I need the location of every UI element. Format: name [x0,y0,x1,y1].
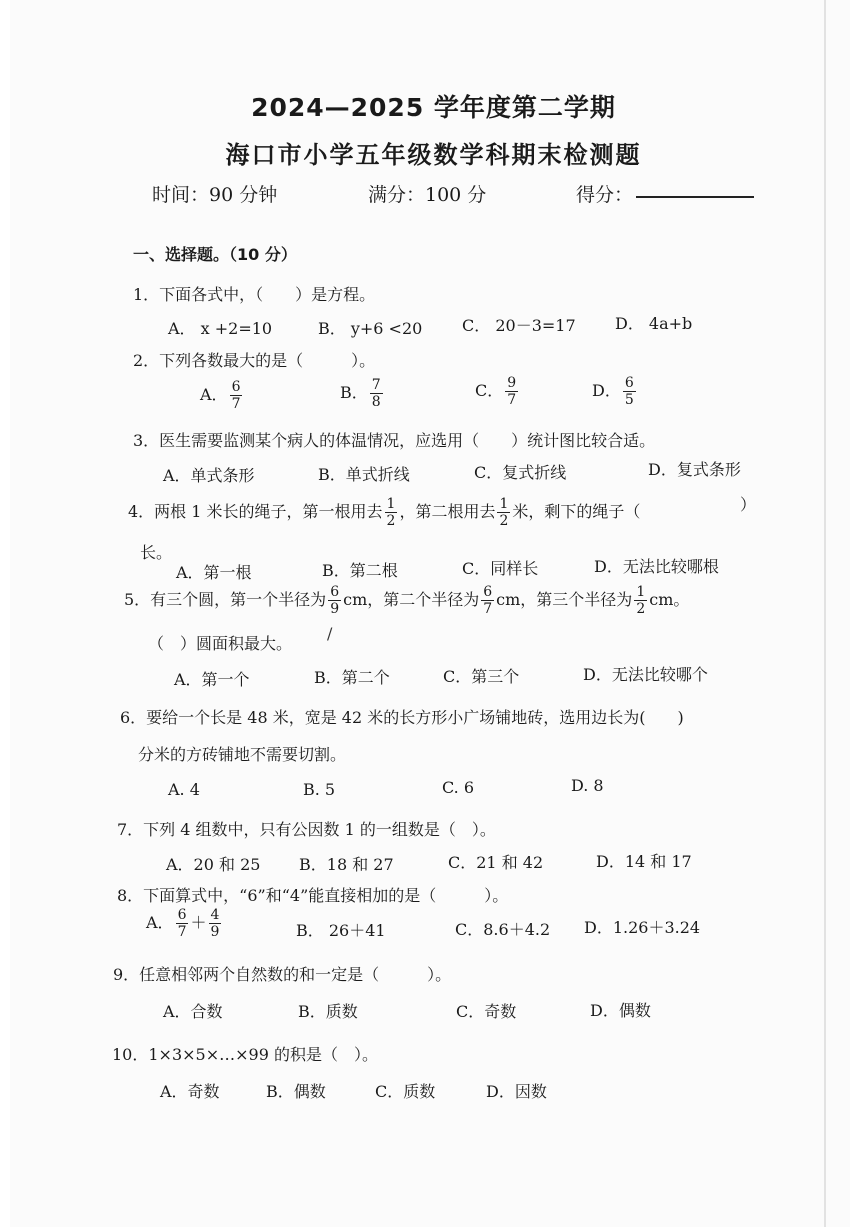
q1-option-d: D． 4a+b [615,314,693,333]
exam-title-year: 2024—2025 学年度第二学期 [251,93,616,122]
q2-option-c-label: C． [475,381,504,400]
q9-option-d: D．偶数 [590,1001,651,1020]
q9-option-a: A．合数 [163,1002,223,1021]
q5-option-a: A．第一个 [174,670,250,689]
q10-option-d: D．因数 [486,1082,547,1101]
denominator: 2 [386,513,396,529]
q6-option-c: C. 6 [442,778,475,797]
question-4 [128,497,640,528]
numerator: 6 [330,584,340,600]
q5-option-d: D．无法比较哪个 [583,665,708,684]
fraction [634,585,647,616]
q8-option-a [146,908,223,939]
numerator: 6 [624,375,634,391]
q4-text-3: 米，剩下的绳子（ [512,502,641,521]
question-7: 7．下列 4 组数中，只有公因数 1 的一组数是（ ）。 [117,820,496,839]
fraction [328,585,341,616]
fraction [385,497,398,528]
q7-option-a: A．20 和 25 [166,855,261,874]
fraction [370,378,383,409]
numerator: 1 [499,496,509,512]
fraction [497,497,510,528]
full-score: 满分：100 分 [368,184,487,206]
q5-text-1: 5．有三个圆，第一个半径为 [124,590,327,609]
q5-line-2: （ ）圆面积最大。 [148,634,293,653]
page-edge [824,0,826,1227]
plus-sign: ＋ [190,913,207,932]
time-limit: 时间：90 分钟 [152,184,278,206]
question-8: 8．下面算式中，“6”和“4”能直接相加的是（ ）。 [117,886,509,905]
q5-option-c: C．第三个 [443,667,520,686]
denominator: 7 [177,924,187,940]
q2-option-c [475,376,520,407]
numerator: 6 [231,379,241,395]
numerator: 6 [483,584,493,600]
question-2: 2．下列各数最大的是（ ）。 [133,351,376,370]
q3-option-c: C．复式折线 [474,463,567,482]
question-3: 3．医生需要监测某个病人的体温情况，应选用（ ）统计图比较合适。 [133,431,656,450]
numerator: 7 [371,377,381,393]
q5-text-2: cm，第二个半径为 [343,590,480,609]
denominator: 7 [483,601,493,617]
q6-option-a: A. 4 [168,780,200,799]
numerator: 1 [386,496,396,512]
q5-option-b: B．第二个 [314,668,390,687]
q4-text-2: ，第二根用去 [399,502,496,521]
denominator: 5 [624,392,634,408]
denominator: 2 [499,513,509,529]
q1-option-b: B． y+6 <20 [318,319,423,338]
fraction [209,908,222,939]
q1-option-a: A． x +2=10 [168,319,273,338]
q4-option-c: C．同样长 [462,559,539,578]
q4-text-1: 4．两根 1 米长的绳子，第一根用去 [128,502,383,521]
section-title: 一、选择题。（10 分） [133,245,297,264]
question-10: 10．1×3×5×…×99 的积是（ ）。 [112,1045,378,1064]
fraction [481,585,494,616]
pen-mark: / [327,624,333,643]
q3-option-d: D．复式条形 [648,460,741,479]
fraction [623,376,636,407]
q2-option-a-label: A． [200,385,228,404]
question-6: 6．要给一个长是 48 米，宽是 42 米的长方形小广场铺地砖，选用边长为( ) [120,708,684,727]
q10-option-c: C．质数 [375,1082,436,1101]
score-blank [636,196,754,198]
numerator: 6 [177,907,187,923]
q4-option-d: D．无法比较哪根 [594,557,719,576]
q10-option-b: B．偶数 [266,1082,326,1101]
q5-text-4: cm。 [649,590,690,609]
q2-option-a [200,380,244,411]
q1-option-c: C． 20－3=17 [462,316,576,335]
denominator: 8 [371,394,381,410]
exam-title: 海口市小学五年级数学科期末检测题 [225,141,642,169]
q4-line-2: 长。 [140,543,173,562]
question-1: 1．下面各式中，（ ）是方程。 [133,285,376,304]
q6-option-b: B. 5 [303,780,336,799]
q7-option-b: B．18 和 27 [299,855,394,874]
q8-option-a-label: A． [146,913,174,932]
denominator: 9 [330,601,340,617]
q4-option-b: B．第二根 [322,561,398,580]
q9-option-c: C．奇数 [456,1002,517,1021]
q8-option-c: C．8.6＋4.2 [455,920,551,939]
numerator: 4 [210,907,220,923]
denominator: 7 [231,396,241,412]
q2-option-b [340,378,385,409]
denominator: 7 [507,392,517,408]
q7-option-d: D．14 和 17 [596,852,692,871]
q2-option-d [592,376,638,407]
q3-option-a: A．单式条形 [163,466,255,485]
fraction [230,380,243,411]
q8-option-b: B． 26＋41 [296,921,386,940]
score-label: 得分： [576,184,634,206]
q2-option-b-label: B． [340,383,368,402]
q3-option-b: B．单式折线 [318,465,410,484]
question-9: 9．任意相邻两个自然数的和一定是（ ）。 [113,965,452,984]
fraction [176,908,189,939]
q4-close-paren: ） [740,495,757,514]
denominator: 2 [636,601,646,617]
q8-option-d: D．1.26＋3.24 [584,918,701,937]
q6-option-d: D. 8 [571,776,604,795]
denominator: 9 [210,924,220,940]
question-5 [124,585,689,616]
q6-line-2: 分米的方砖铺地不需要切割。 [138,745,347,764]
q5-text-3: cm，第三个半径为 [496,590,633,609]
numerator: 1 [636,584,646,600]
q2-option-d-label: D． [592,381,621,400]
q9-option-b: B．质数 [298,1002,358,1021]
q4-option-a: A．第一根 [176,563,252,582]
numerator: 9 [507,375,517,391]
q10-option-a: A．奇数 [160,1082,220,1101]
q7-option-c: C．21 和 42 [448,853,544,872]
fraction [505,376,518,407]
